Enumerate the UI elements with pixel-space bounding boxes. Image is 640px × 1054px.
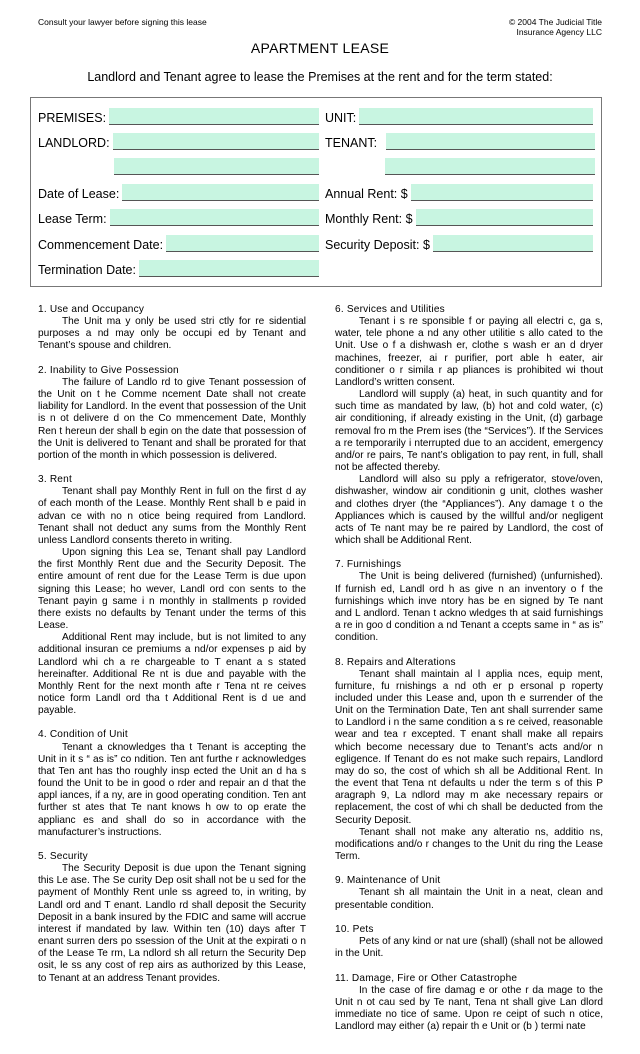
lease-section <box>38 365 306 462</box>
premises-row <box>38 107 319 125</box>
section-heading: 1. Use and Occupancy <box>38 304 145 315</box>
section-paragraph: Tenant shall maintain al l applia nces, equip ment, furniture, fu rnishings a nd oth er p ersonal p roperty included under this Lease and, upon th e surrender of the Unit on the Termination Date, Ten ant shall surrender same to Landlord i n the same condition a s re ceived, reasonable wear and tea r excepted. T enant shall make all repairs which become necessary due to Tenant’s acts and/or n egligence. If Tenant do es not make such repairs, Landlord may do so, the cost of which sh all be Additional Rent. In the event that Tena nt defaults u nder the term s of this P aragraph 9, La ndlord may m ake necessary repairs or replacement, the cost of whi ch shall be deducted from the Security Deposit. <box>335 668 603 826</box>
section-paragraph: The Security Deposit is due upon the Tenant signing this Le ase. The Se curity Dep osit shall not be u sed for the payment of Monthly Rent unle ss agreed to, in writing, by Landl ord and T enant. Landlo rd shall deposit the Security Deposit in a bank insured by the FDIC and same will accrue interest if mandated by law. Within ten (10) days after T enant surren ders po ssession of the Unit at the expirati o n of the Lease Te rm, La ndlord sh all return the Security Dep osit, le ss any cost of rep airs as authorized by this Lease, to Tenant at an address Tenant provides. <box>38 863 306 984</box>
lease-term-field[interactable] <box>110 209 319 226</box>
termination-date-field[interactable] <box>139 260 319 277</box>
security-deposit-label: Security Deposit: $ <box>325 238 430 252</box>
lease-section <box>38 729 306 838</box>
lease-term-label: Lease Term: <box>38 212 107 226</box>
section-paragraph: Landlord will also su pply a refrigerator, stove/oven, dishwasher, window air conditionin g unit, clothes washer and clothes dryer (the “Appliances”). Any damage t o the Appliances which is caused by the willful and/or negligent acts of Te nant may be re paired by Landlord, the cost of which shall be Additional Rent. <box>335 474 603 546</box>
section-paragraph: Tenant a cknowledges tha t Tenant is accepting the Unit in it s “ as is” co ndition. Ten ant furthe r acknowledges that Ten ant has tho roughly insp ected the Unit an d ha s found the Unit to be in good o rder and repair an d that the appl iances, if a ny, are in good operating condition. Ten ant further st ates that Te nant knows h ow to op erate the applianc es and shall do so in accordance with the manufacturer’s instructions. <box>38 741 306 838</box>
lease-section <box>335 657 603 864</box>
date-of-lease-row <box>38 183 319 201</box>
lease-terms-right-column <box>335 304 603 1045</box>
section-paragraph: Upon signing this Lea se, Tenant shall pay Landlord the first Monthly Rent due and the Security Deposit. The entire amount of rent due for the Lease Term is due upon signing this Lease; ho wever, Landl ord con sents to the Tenant payin g same i n monthly in stallments p rovided there exists no defaults by Tenant under the terms of this Lease. <box>38 547 306 632</box>
premises-field[interactable] <box>109 108 319 125</box>
section-paragraph: The Unit is being delivered (furnished) (unfurnished). If furnish ed, Landl ord h as give n an inventory o f the furnishings which inve ntory has be en signed by Te nant and L andlord. Tenan t ackno wledges th at said furnishings a re in goo d condition a nd Tenant a ccepts same in “ as is” condition. <box>335 571 603 644</box>
lease-section <box>38 304 306 353</box>
lease-section <box>335 924 603 960</box>
lease-term-row <box>38 208 319 226</box>
copyright-line-1: © 2004 The Judicial Title <box>508 17 602 27</box>
date-of-lease-label: Date of Lease: <box>38 187 120 201</box>
date-of-lease-field[interactable] <box>122 184 319 201</box>
section-paragraph: Pets of any kind or nat ure (shall) (shall not be allowed in the Unit. <box>335 936 603 960</box>
tenant-field-line-2[interactable] <box>385 158 595 175</box>
section-paragraph: In the case of fire damag e or othe r da mage to the Unit n ot cau sed by Te nant, Tena nt shall give Lan dlord immediate no tice of same. Upon re ceipt of such n otice, Landlord may either (a) repair th e Unit or (b ) termi nate <box>335 984 603 1033</box>
unit-row <box>325 107 593 125</box>
tenant-row-2 <box>385 157 595 175</box>
landlord-field[interactable] <box>113 133 319 150</box>
termination-row <box>38 259 319 277</box>
section-heading: 10. Pets <box>335 923 374 935</box>
landlord-field-line-2[interactable] <box>114 158 319 175</box>
section-heading: 9. Maintenance of Unit <box>335 875 441 887</box>
unit-field[interactable] <box>359 108 593 125</box>
section-paragraph: Tenant sh all maintain the Unit in a neat, clean and presentable condition. <box>335 887 603 911</box>
termination-label: Termination Date: <box>38 263 136 277</box>
section-paragraph: Landlord will supply (a) heat, in such quantity and for such time as mandated by law, (b) hot and cold water, (c) air conditioning, if already existing in the Unit, (d) garbage removal fro m the Prem ises (the “Services”). If the Services a re temporarily i nterrupted due to an accident, emergency and/or re pairs, Te nant’s obligation to pay rent, in full, shall not be affected thereby. <box>335 389 603 474</box>
annual-rent-label: Annual Rent: $ <box>325 187 408 201</box>
annual-rent-row <box>325 183 593 201</box>
page-title: APARTMENT LEASE <box>250 40 390 56</box>
section-paragraph: Tenant i s re sponsible f or paying all electri c, ga s, water, tele phone a nd any other utilitie s allo cated to the Unit. Use o f a dishwash er, clothe s wash er an d dryer machines, freezer, ai r purifier, port able h eater, air conditioner o r simila r ap pliances is prohibited wi thout Landlord’s written consent. <box>335 316 603 388</box>
lease-form-box <box>30 97 602 287</box>
landlord-row <box>38 132 319 150</box>
section-paragraph: Tenant shall pay Monthly Rent in full on the first d ay of each month of the Lease. Monthly Rent shall b e paid in advan ce with no n otice being required from Landlord. Tenant shall not deduct any sums from the Monthly Rent unless Landlord consents thereto in writing. <box>38 486 306 546</box>
section-heading: 5. Security <box>38 850 88 862</box>
header-note: Consult your lawyer before signing this lease <box>38 17 207 27</box>
security-deposit-field[interactable] <box>433 235 593 252</box>
lease-terms-left-column <box>38 304 306 997</box>
section-heading: 7. Furnishings <box>335 559 402 571</box>
lease-section <box>38 851 306 985</box>
section-paragraph: The failure of Landlo rd to give Tenant possession of the Unit on t he Comme ncement Date shall not create liability for Landlord. In the event that possession of the Unit is n ot delivere d on the Co mmencement Date, Monthly Ren t hereun der shall b egin on the date that possession of the Unit is delivered to Tenant and shall be prorated for that portion of the month in which possession is delivered. <box>38 376 306 461</box>
section-paragraph: Tenant shall not make any alteratio ns, additio ns, modifications and/o r changes to the Unit du ring the Lease Term. <box>335 826 603 862</box>
section-heading: 8. Repairs and Alterations <box>335 656 456 668</box>
lease-section <box>335 304 603 547</box>
lease-section <box>335 559 603 644</box>
section-paragraph: The Unit ma y only be used stri ctly for re sidential purposes a nd may only be occupi ed by Tenant and Tenant’s spouse and children. <box>38 316 306 352</box>
landlord-label: LANDLORD: <box>38 136 110 150</box>
annual-rent-field[interactable] <box>411 184 593 201</box>
premises-label: PREMISES: <box>38 111 107 125</box>
monthly-rent-field[interactable] <box>416 209 593 226</box>
unit-label: UNIT: <box>325 111 357 125</box>
monthly-rent-row <box>325 208 593 226</box>
security-deposit-row <box>325 234 593 252</box>
copyright-note <box>509 17 602 37</box>
section-heading: 3. Rent <box>38 474 72 486</box>
copyright-line-2: Insurance Agency LLC <box>516 27 602 37</box>
section-heading: 4. Condition of Unit <box>38 729 128 741</box>
section-heading: 2. Inability to Give Possession <box>38 364 179 376</box>
monthly-rent-label: Monthly Rent: $ <box>325 212 413 226</box>
tenant-field[interactable] <box>386 133 595 150</box>
section-heading: 6. Services and Utilities <box>335 304 445 315</box>
commencement-label: Commencement Date: <box>38 238 164 252</box>
landlord-row-2 <box>114 157 319 175</box>
section-paragraph: Additional Rent may include, but is not limited to any additional insuran ce premiums a nd/or expenses p aid by Landlord whi ch a re chargeable to T enant a s stated hereinafter. Additional Re nt is due and payable with the Monthly Rent for the next month afte r Tena nt re ceives notice form Landl ord tha t Additional Rent is d ue and payable. <box>38 632 306 717</box>
page-subtitle: Landlord and Tenant agree to lease the Premises at the rent and for the term stated: <box>87 70 553 84</box>
section-heading: 11. Damage, Fire or Other Catastrophe <box>335 972 518 984</box>
lease-section <box>335 973 603 1034</box>
tenant-label: TENANT: <box>325 136 378 150</box>
commencement-date-field[interactable] <box>166 235 319 252</box>
tenant-row <box>325 132 595 150</box>
lease-section <box>38 474 306 717</box>
lease-section <box>335 875 603 911</box>
commencement-row <box>38 234 319 252</box>
